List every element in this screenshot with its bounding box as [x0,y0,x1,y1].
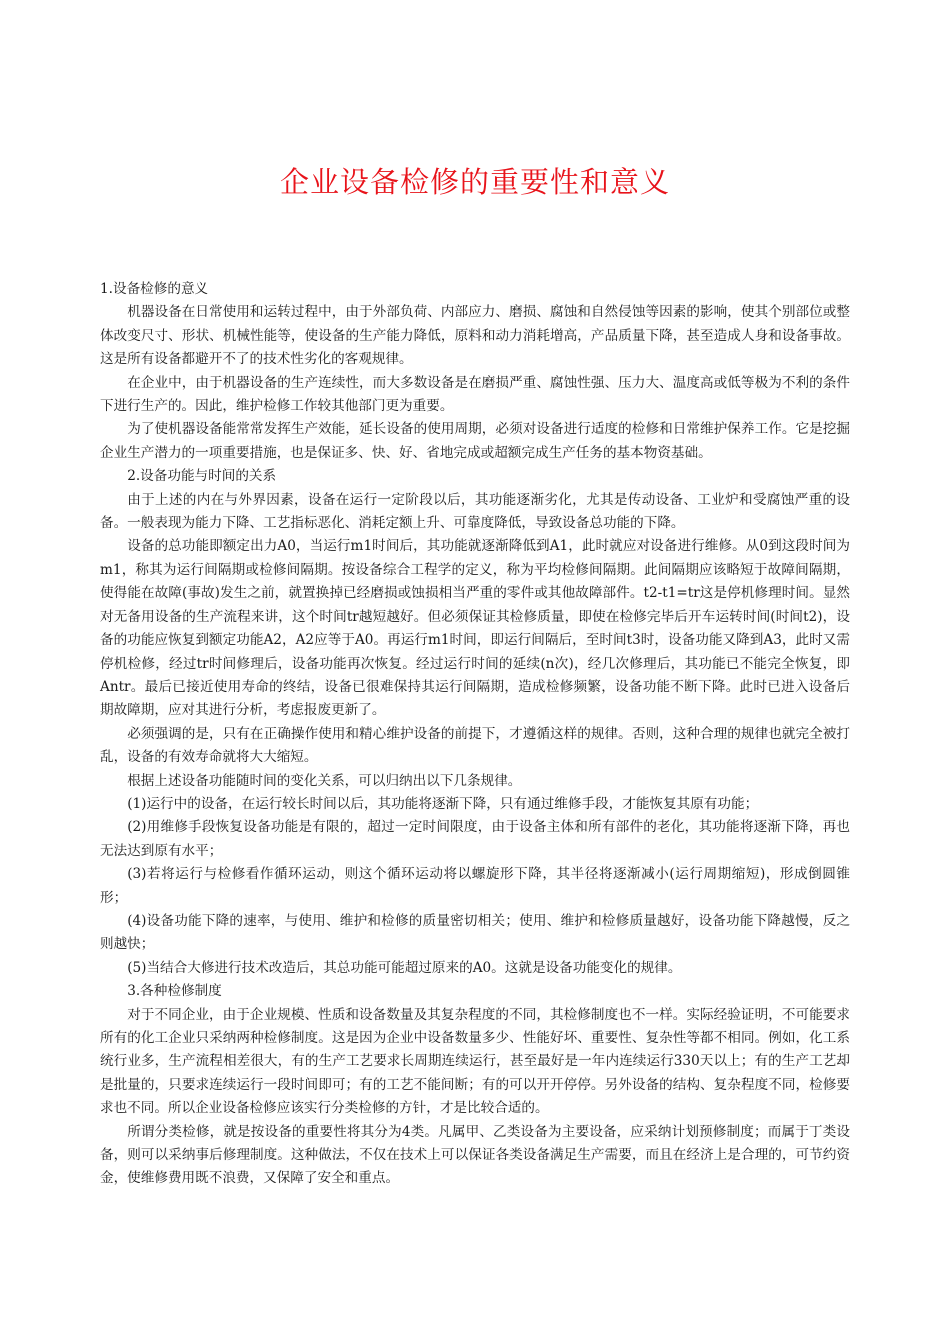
paragraph: 所谓分类检修，就是按设备的重要性将其分为4类。凡属甲、乙类设备为主要设备，应采纳计划预修制度；而属于丁类设备，则可以采纳事后修理制度。这种做法，不仅在技术上可以保证各类设备满足生产需要，而且在经济上是合理的，可节约资金，使维修费用既不浪费，又保障了安全和重点。 [100,1123,850,1187]
paragraph: 机器设备在日常使用和运转过程中，由于外部负荷、内部应力、磨损、腐蚀和自然侵蚀等因素的影响，使其个别部位或整体改变尺寸、形状、机械性能等，使设备的生产能力降低，原料和动力消耗增高，产品质量下降，甚至造成人身和设备事故。这是所有设备都避开不了的技术性劣化的客观规律。 [100,304,850,368]
paragraph: 根据上述设备功能随时间的变化关系，可以归纳出以下几条规律。 [127,772,522,789]
document-body [100,278,850,1191]
paragraph: 在企业中，由于机器设备的生产连续性，而大多数设备是在磨损严重、腐蚀性强、压力大、温度高或低等极为不利的条件下进行生产的。因此，维护检修工作较其他部门更为重要。 [100,374,850,415]
paragraph: 设备的总功能即额定出力A0，当运行m1时间后，其功能就逐渐降低到A1，此时就应对设备进行维修。从0到这段时间为m1，称其为运行间隔期或检修间隔期。按设备综合工程学的定义，称为平均检修间隔期。此间隔期应该略短于故障间隔期，使得能在故障(事故)发生之前，就置换掉已经磨损或蚀损相当严重的零件或其他故障部件。t2-t1=tr这是停机修理时间。显然对无备用设备的生产流程来讲，这个时间tr越短越好。但必须保证其检修质量，即使在检修完毕后开车运转时间(时间t2)，设备的功能应恢复到额定功能A2，A2应等于A0。再运行m1时间，即运行间隔后，至时间t3时，设备功能又降到A3，此时又需停机检修，经过tr时间修理后，设备功能再次恢复。经过运行时间的延续(n次)，经几次修理后，其功能已不能完全恢复，即Antr。最后已接近使用寿命的终结，设备已很难保持其运行间隔期，造成检修频繁，设备功能不断下降。此时已进入设备后期故障期，应对其进行分析，考虑报废更新了。 [100,538,850,719]
list-item: (3)若将运行与检修看作循环运动，则这个循环运动将以螺旋形下降，其半径将逐渐减小(运行周期缩短)，形成倒圆锥形； [100,866,850,906]
section-heading-2: 2.设备功能与时间的关系 [127,468,277,485]
document-title: 企业设备检修的重要性和意义 [279,165,670,199]
list-item: (4)设备功能下降的速率，与使用、维护和检修的质量密切相关；使用、维护和检修质量越好，设备功能下降越慢，反之则越快； [100,912,850,953]
paragraph: 为了使机器设备能常常发挥生产效能，延长设备的使用周期，必须对设备进行适度的检修和日常维护保养工作。它是挖掘企业生产潜力的一项重要措施，也是保证多、快、好、省地完成或超额完成生产任务的基本物资基础。 [100,421,850,461]
paragraph: 对于不同企业，由于企业规模、性质和设备数量及其复杂程度的不同，其检修制度也不一样。实际经验证明，不可能要求所有的化工企业只采纳两种检修制度。这是因为企业中设备数量多少、性能好坏、重要性、复杂性等都不相同。例如，化工系统行业多，生产流程相差很大，有的生产工艺要求长周期连续运行，甚至最好是一年内连续运行330天以上；有的生产工艺却是批量的，只要求连续运行一段时间即可；有的工艺不能间断；有的可以开开停停。另外设备的结构、复杂程度不同，检修要求也不同。所以企业设备检修应该实行分类检修的方针，才是比较合适的。 [100,1006,850,1117]
section-heading-3: 3.各种检修制度 [127,983,222,1000]
paragraph: 必须强调的是，只有在正确操作使用和精心维护设备的前提下，才遵循这样的规律。否则，这种合理的规律也就完全被打乱，设备的有效寿命就将大大缩短。 [100,725,850,766]
list-item: (5)当结合大修进行技术改造后，其总功能可能超过原来的A0。这就是设备功能变化的规律。 [127,959,682,976]
paragraph: 由于上述的内在与外界因素，设备在运行一定阶段以后，其功能逐渐劣化，尤其是传动设备、工业炉和受腐蚀严重的设备。一般表现为能力下降、工艺指标恶化、消耗定额上升、可靠度降低，导致设备总功能的下降。 [100,491,850,532]
section-heading-1: 1.设备检修的意义 [100,281,209,297]
list-item: (1)运行中的设备，在运行较长时间以后，其功能将逐渐下降，只有通过维修手段，才能恢复其原有功能； [127,795,759,812]
list-item: (2)用维修手段恢复设备功能是有限的，超过一定时间限度，由于设备主体和所有部件的老化，其功能将逐渐下降，再也无法达到原有水平； [100,819,850,859]
